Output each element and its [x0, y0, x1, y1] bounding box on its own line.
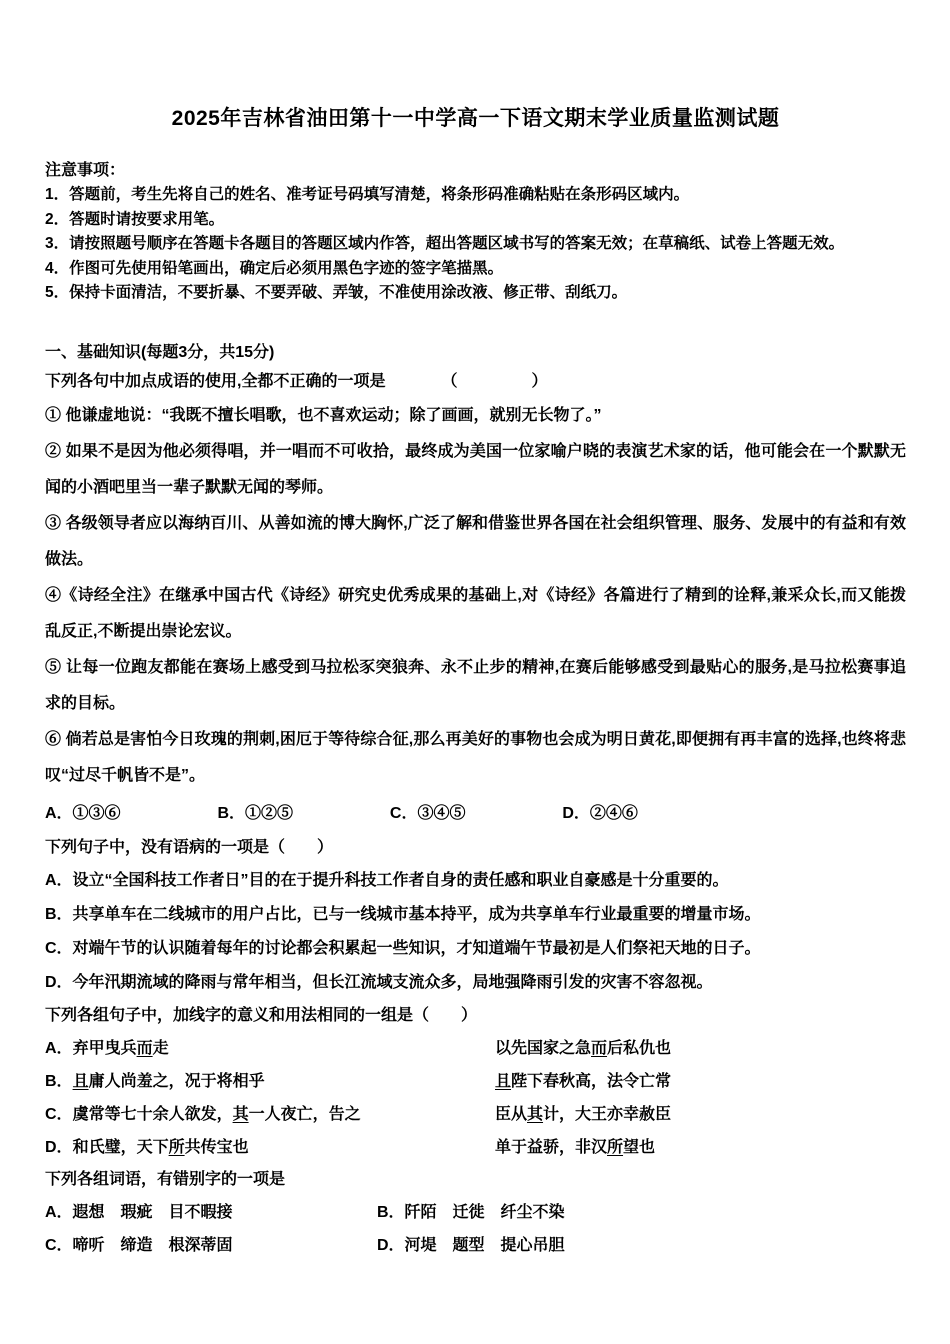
- q3-row-c-left: [45, 1098, 495, 1131]
- notice-item: 4．作图可先使用铅笔画出，确定后必须用黑色字迹的签字笔描黑。: [45, 259, 504, 277]
- q1-item-5: ⑤ 让每一位跑友都能在赛场上感受到马拉松豕突狼奔、永不止步的精神,在赛后能够感受到最贴心的服务,是马拉松赛事追求的目标。: [45, 658, 906, 712]
- q1-choice-c: C．③④⑤: [389, 804, 466, 822]
- underlined-char: 且: [72, 1072, 89, 1090]
- q1-item-3: ③ 各级领导者应以海纳百川、从善如流的博大胸怀,广泛了解和借鉴世界各国在社会组织管理、服务、发展中的有益和有效做法。: [45, 514, 906, 568]
- sentence-text: 庸人尚羞之，况于将相乎: [88, 1072, 265, 1090]
- q3-row-a: [45, 1032, 906, 1065]
- notice-item: 2．答题时请按要求用笔。: [45, 210, 225, 228]
- sentence-text: 共传宝也: [184, 1138, 249, 1156]
- q2-option-b: B．共享单车在二线城市的用户占比，已与一线城市基本持平，成为共享单车行业最重要的增量市场。: [45, 905, 761, 923]
- sentence-text: 以先国家之急: [495, 1039, 592, 1057]
- option-label: C．: [45, 1105, 73, 1123]
- q1-item-1: ① 他谦虚地说：“我既不擅长唱歌，也不喜欢运动；除了画画，就别无长物了。”: [45, 406, 602, 424]
- sentence-text: 臣从: [495, 1105, 528, 1123]
- sentence-text: 虞常等七十余人欲发，: [72, 1105, 233, 1123]
- notice-item: 1．答题前，考生先将自己的姓名、准考证号码填写清楚，将条形码准确粘贴在条形码区域内。: [45, 186, 690, 203]
- q1-choices: [45, 796, 906, 832]
- q1-item-2: ② 如果不是因为他必须得唱，并一唱而不可收拾，最终成为美国一位家喻户晓的表演艺术家的话，他可能会在一个默默无闻的小酒吧里当一辈子默默无闻的琴师。: [45, 442, 906, 496]
- q2-stem: 下列句子中，没有语病的一项是（ ）: [45, 838, 334, 856]
- underlined-char: 而: [136, 1039, 153, 1057]
- sentence-text: 走: [152, 1039, 169, 1057]
- q2-option-d: D．今年汛期流域的降雨与常年相当，但长江流域支流众多，局地强降雨引发的灾害不容忽视。: [45, 973, 713, 991]
- q1-choice-b: B．①②⑤: [217, 804, 294, 822]
- underlined-char: 所: [168, 1138, 185, 1156]
- q4-option-d: D．河堤 题型 提心吊胆: [377, 1236, 565, 1254]
- q3-row-a-right: [495, 1032, 906, 1065]
- q3-row-b-right: [495, 1065, 906, 1098]
- sentence-text: 单于益骄，非汉: [495, 1138, 608, 1156]
- sentence-text: 计，大王亦幸赦臣: [543, 1105, 672, 1123]
- sentence-text: 后私仇也: [607, 1039, 672, 1057]
- q3-stem: 下列各组句子中，加线字的意义和用法相同的一组是（ ）: [45, 1006, 478, 1024]
- q3-row-d-right: [495, 1131, 906, 1164]
- q1-item-6: ⑥ 倘若总是害怕今日玫瑰的荆刺,困厄于等待综合征,那么再美好的事物也会成为明日黄花,即便拥有再丰富的选择,也终将悲叹“过尽千帆皆不是”。: [45, 730, 906, 784]
- q2-option-c: C．对端午节的认识随着每年的讨论都会积累起一些知识，才知道端午节最初是人们祭祀天地的日子。: [45, 939, 761, 957]
- notice-item: 5．保持卡面清洁，不要折暴、不要弄破、弄皱，不准使用涂改液、修正带、刮纸刀。: [45, 284, 628, 301]
- sentence-text: 望也: [623, 1138, 656, 1156]
- underlined-char: 其: [232, 1105, 249, 1123]
- sentence-text: 和氏璧，天下: [72, 1138, 169, 1156]
- page-title: 2025年吉林省油田第十一中学高一下语文期末学业质量监测试题: [171, 107, 780, 130]
- q4-row-1: [45, 1196, 906, 1229]
- notice-item: 3．请按照题号顺序在答题卡各题目的答题区域内作答，超出答题区域书写的答案无效；在草稿纸、试卷上答题无效。: [45, 235, 845, 252]
- q3-row-b: [45, 1065, 906, 1098]
- q1-choice-a: A．①③⑥: [45, 804, 121, 822]
- q2-option-a: A．设立“全国科技工作者日”目的在于提升科技工作者自身的责任感和职业自豪感是十分重要的。: [45, 871, 729, 889]
- q3-row-c-right: [495, 1098, 906, 1131]
- q3-row-d-left: [45, 1131, 495, 1164]
- q3-row-d: [45, 1131, 906, 1164]
- underlined-char: 而: [591, 1039, 608, 1057]
- q3-row-b-left: [45, 1065, 495, 1098]
- q4-row-2: [45, 1229, 906, 1262]
- q1-answer-blank: （ ）: [441, 372, 550, 390]
- sentence-text: 弃甲曳兵: [72, 1039, 137, 1057]
- q4-stem: 下列各组词语，有错别字的一项是: [45, 1170, 286, 1188]
- notice-heading: 注意事项：: [45, 162, 126, 179]
- option-label: B．: [45, 1072, 73, 1090]
- underlined-char: 且: [495, 1072, 512, 1090]
- underlined-char: 所: [607, 1138, 624, 1156]
- option-label: A．: [45, 1039, 73, 1057]
- q1-stem-text: 下列各句中加点成语的使用,全都不正确的一项是: [45, 372, 386, 390]
- q4-option-a: A．遐想 瑕疵 目不暇接: [45, 1203, 233, 1221]
- sentence-text: 一人夜亡，告之: [248, 1105, 361, 1123]
- q3-row-c: [45, 1098, 906, 1131]
- sentence-text: 陛下春秋高，法令亡常: [511, 1072, 672, 1090]
- section-basic-knowledge: [45, 340, 906, 1262]
- section-heading: 一、基础知识(每题3分，共15分): [45, 343, 275, 361]
- option-label: D．: [45, 1138, 73, 1156]
- q4-option-b: B．阡陌 迁徙 纤尘不染: [377, 1203, 565, 1221]
- underlined-char: 其: [527, 1105, 544, 1123]
- q1-choice-d: D．②④⑥: [562, 804, 638, 822]
- q4-option-c: C．啼听 缔造 根深蒂固: [45, 1236, 233, 1254]
- q1-stem: [45, 366, 906, 398]
- q3-row-a-left: [45, 1032, 495, 1065]
- q1-item-4: ④《诗经全注》在继承中国古代《诗经》研究史优秀成果的基础上,对《诗经》各篇进行了精到的诠释,兼采众长,而又能拨乱反正,不断提出崇论宏议。: [45, 586, 906, 640]
- notice-section: [45, 158, 906, 306]
